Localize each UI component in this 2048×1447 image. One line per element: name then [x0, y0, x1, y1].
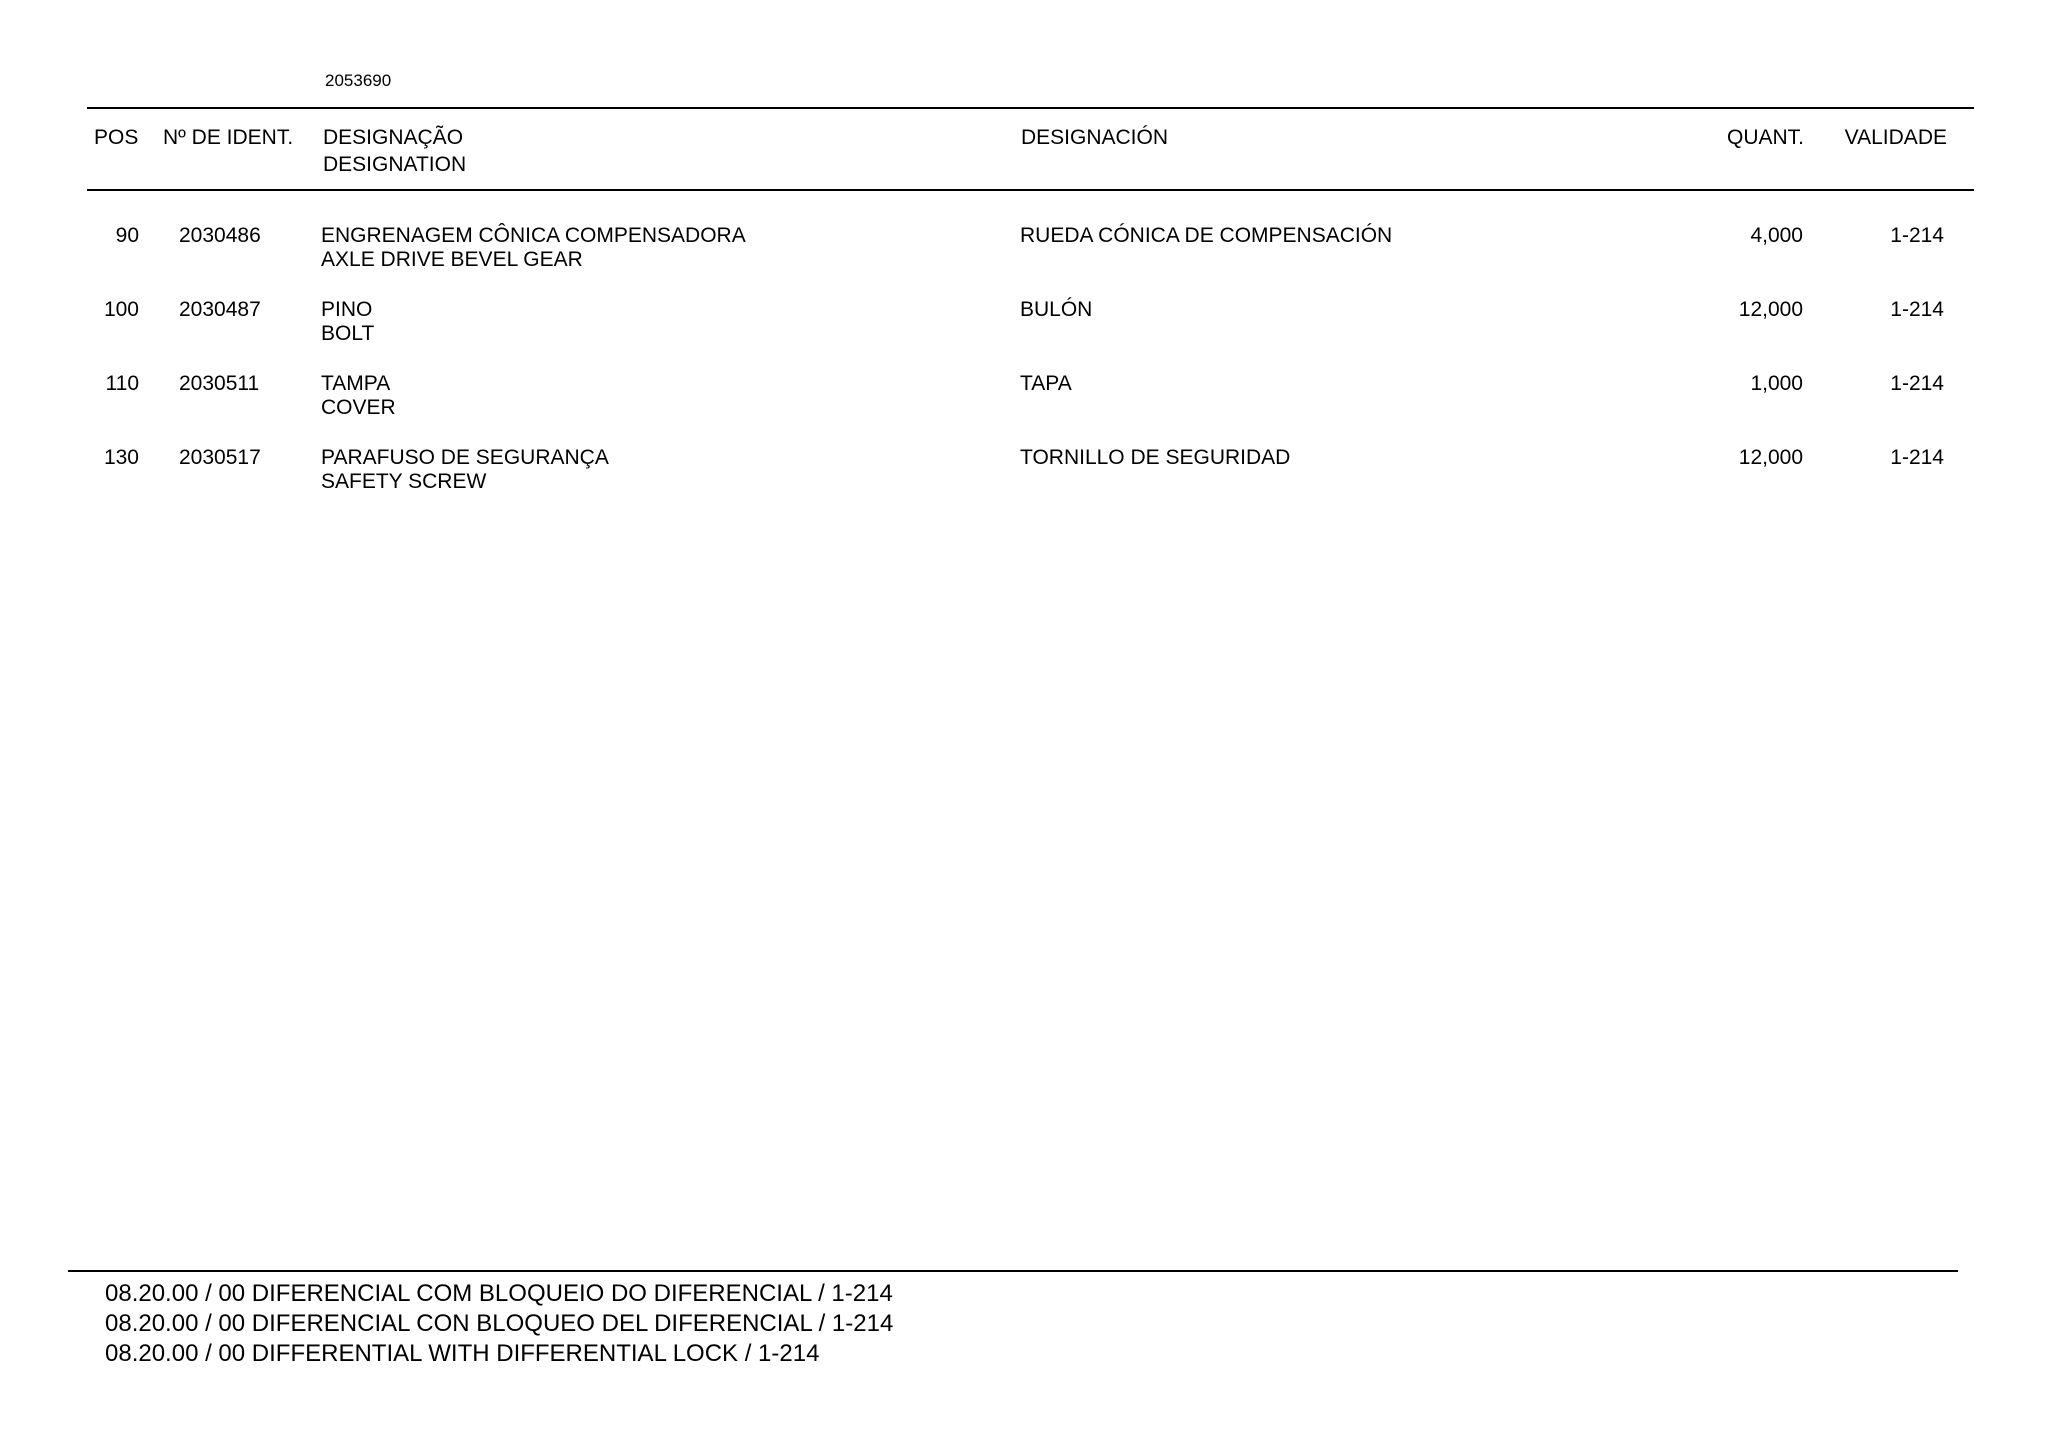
- row-ident: 2030511: [179, 372, 260, 395]
- header-top-rule: [87, 107, 1974, 109]
- row-designation: [321, 298, 374, 346]
- row-validity: 1-214: [1890, 224, 1944, 247]
- row-designation-pt: ENGRENAGEM CÔNICA COMPENSADORA: [321, 224, 746, 247]
- document-number: 2053690: [325, 71, 392, 90]
- row-designation-es: RUEDA CÓNICA DE COMPENSACIÓN: [1020, 224, 1393, 247]
- row-designation-en: COVER: [321, 396, 396, 419]
- row-ident: 2030487: [179, 298, 261, 321]
- row-designation-en: SAFETY SCREW: [321, 470, 487, 493]
- row-designation: [321, 372, 396, 420]
- header-designation-en: DESIGNATION: [323, 153, 467, 176]
- row-ident: 2030517: [179, 446, 261, 469]
- row-validity: 1-214: [1890, 446, 1944, 469]
- row-quantity: 12,000: [1738, 298, 1803, 321]
- footer-line-en: 08.20.00 / 00 DIFFERENTIAL WITH DIFFERENTIAL LOCK / 1-214: [105, 1340, 820, 1367]
- row-designation-pt: PARAFUSO DE SEGURANÇA: [321, 446, 609, 469]
- row-designation-es: TAPA: [1020, 372, 1072, 395]
- header-validity: VALIDADE: [1844, 126, 1947, 149]
- row-ident: 2030486: [179, 224, 261, 247]
- row-pos: 130: [103, 446, 139, 469]
- header-ident: Nº DE IDENT.: [163, 126, 294, 149]
- header-designation: [323, 124, 466, 178]
- row-designation-pt: TAMPA: [321, 372, 391, 395]
- row-pos: 90: [115, 224, 139, 247]
- row-pos: 100: [103, 298, 139, 321]
- row-designation-en: AXLE DRIVE BEVEL GEAR: [321, 248, 583, 271]
- header-designation-pt: DESIGNAÇÃO: [323, 126, 464, 149]
- footer-rule: [68, 1270, 1958, 1272]
- row-designation-pt: PINO: [321, 298, 373, 321]
- row-validity: 1-214: [1890, 298, 1944, 321]
- table-row: [0, 372, 2048, 422]
- row-quantity: 4,000: [1750, 224, 1803, 247]
- table-row: [0, 224, 2048, 274]
- row-validity: 1-214: [1890, 372, 1944, 395]
- footer-line-pt: 08.20.00 / 00 DIFERENCIAL COM BLOQUEIO DO DIFERENCIAL / 1-214: [105, 1280, 893, 1307]
- row-designation-es: TORNILLO DE SEGURIDAD: [1020, 446, 1291, 469]
- header-designation-es: DESIGNACIÓN: [1021, 126, 1169, 149]
- row-pos: 110: [105, 372, 139, 395]
- header-quantity: QUANT.: [1726, 126, 1804, 149]
- row-designation-es: BULÓN: [1020, 298, 1093, 321]
- footer-line-es: 08.20.00 / 00 DIFERENCIAL CON BLOQUEO DEL DIFERENCIAL / 1-214: [105, 1310, 894, 1337]
- table-row: [0, 298, 2048, 348]
- row-quantity: 12,000: [1738, 446, 1803, 469]
- footer-section: [105, 1279, 893, 1369]
- row-designation: [321, 224, 746, 272]
- table-row: [0, 446, 2048, 496]
- row-quantity: 1,000: [1750, 372, 1803, 395]
- header-bottom-rule: [87, 189, 1974, 191]
- header-pos: POS: [94, 126, 139, 149]
- row-designation-en: BOLT: [321, 322, 375, 345]
- row-designation: [321, 446, 609, 494]
